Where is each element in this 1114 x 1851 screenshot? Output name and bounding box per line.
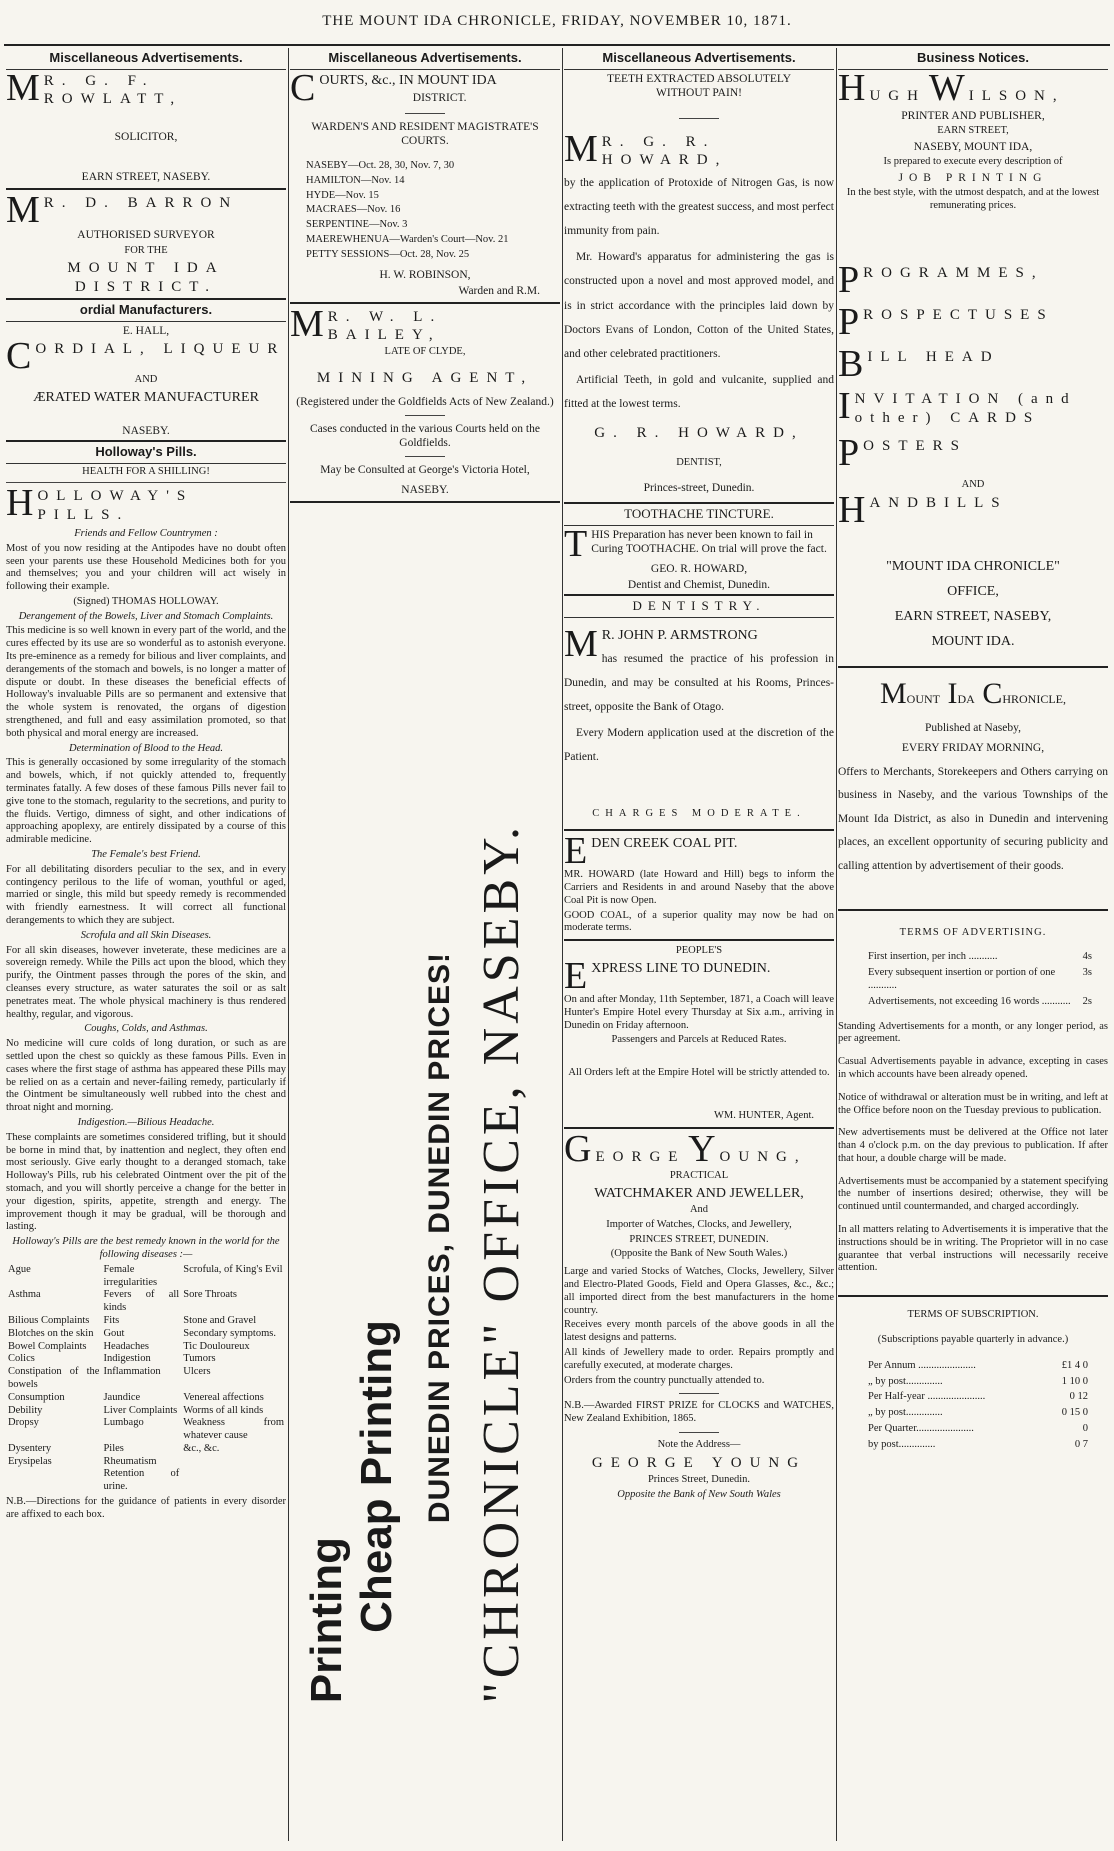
rowlatt-ad — [6, 66, 286, 185]
table-row — [6, 1353, 286, 1366]
divider — [838, 909, 1108, 911]
holloway-ad — [6, 466, 286, 1522]
ad-title: SOLICITOR, — [114, 131, 178, 144]
rate-price: 2s — [1082, 995, 1092, 1007]
table-cell: Constipation of the bowels — [8, 1366, 100, 1390]
subscription-list — [838, 1349, 1108, 1452]
list-item-text: ANDBILLS — [869, 494, 1008, 511]
rate-label: Per Half-year ...................... — [868, 1391, 986, 1403]
ad-address: EARN STREET, NASEBY. — [81, 171, 211, 184]
ad-text: Casual Advertisements payable in advance, excepting in cases in which accounts have been already opened. — [838, 1056, 1108, 1080]
drop-cap: I — [838, 390, 851, 427]
section-title: TERMS OF SUBSCRIPTION. — [907, 1309, 1039, 1321]
section-title: Scrofula and all Skin Diseases. — [80, 929, 212, 941]
list-item — [838, 264, 1108, 296]
rates-list — [838, 951, 1108, 1008]
masthead-rule — [4, 44, 1110, 46]
rate-label: „ by post.............. — [868, 1375, 943, 1387]
ad-text: In the best style, with the utmost despatch, and at the lowest remunerating prices. — [846, 186, 1100, 211]
table-cell: Asthma — [8, 1289, 41, 1301]
table-cell: Venereal affections — [183, 1391, 264, 1403]
table-row — [6, 1264, 286, 1290]
rate-row — [868, 1423, 1088, 1436]
drop-cap: P — [838, 436, 860, 469]
drop-cap: B — [838, 348, 864, 381]
divider — [838, 1295, 1108, 1297]
column-header: Business Notices. — [838, 48, 1108, 70]
ad-text: Every Modern application used at the discretion of the Patient. — [564, 726, 834, 764]
rate-label: First insertion, per inch ........... — [868, 951, 998, 963]
table-cell: Colics — [8, 1353, 35, 1365]
ad-signature: G. R. HOWARD, — [594, 425, 804, 442]
ad-line: ÆRATED WATER MANUFACTURER — [33, 389, 259, 405]
ad-subtitle: Friends and Fellow Countrymen : — [74, 527, 218, 539]
divider — [405, 113, 445, 114]
table-row — [6, 1456, 286, 1469]
chronicle-ad — [838, 676, 1108, 878]
column-rule — [836, 48, 837, 1841]
ad-text: Receives every month parcels of the above goods in all the latest designs and patterns. — [564, 1319, 834, 1344]
column-header: Miscellaneous Advertisements. — [290, 48, 560, 70]
ad-text: This medicine is so well known in every part of the world, and the cures effected by its use are so wonderful as to astonish everyone. Its pre-eminence as a remedy for bilious and liver complaints, and derangements of the stomach and bowels, is no longer a matter of dispute or doubt. In these diseases the beneficial effects of Holloway's invaluable Pills are so permanent and extensive that the whole system is renovated, the organs of digestion strengthened, and full and easy assimilation promoted, so that both physical and moral energy are increased. — [6, 625, 286, 739]
ad-text: Opposite the Bank of New South Wales — [617, 1488, 781, 1500]
drop-cap: G — [564, 1127, 592, 1170]
ad-name: ILSON, — [968, 87, 1065, 104]
ad-text: Mr. Howard's apparatus for administering the gas is constructed upon a novel and most approved model, and is in strict accordance with the principles laid down by Doctors Evans of London, Cotton of the United States, and other celebrated practitioners. — [564, 251, 834, 360]
drop-cap: C — [982, 677, 1003, 711]
ad-text: No medicine will cure colds of long duration, or such as are settled upon the chest so quickly as these famous Pills. Even in cases where the first stage of asthma has appeared these Pills may be relied on as a certain and never-failing remedy, particularly if the Ointment be simultaneously well rubbed into the chest and throat night and morning. — [6, 1038, 286, 1114]
drop-cap: H — [838, 488, 866, 531]
ad-text: N.B.—Directions for the guidance of patients in every disorder are affixed to each box. — [6, 1496, 286, 1520]
ad-title: DEN CREEK COAL PIT. — [591, 836, 738, 852]
table-cell: Retention of urine. — [103, 1468, 180, 1493]
section-title: Holloway's Pills are the best remedy known in the world for the following diseases :— — [12, 1236, 280, 1260]
howard-ad — [564, 127, 834, 500]
ad-signature: (Signed) THOMAS HOLLOWAY. — [73, 595, 219, 607]
drop-cap: E — [564, 955, 588, 998]
rate-label: „ by post.............. — [868, 1407, 943, 1419]
ad-text: Large and varied Stocks of Watches, Clocks, Jewellery, Silver and Electro-Plated Goods, Field and Opera Glasses, &c., &c.; all imported direct from the best manufacturers in the home country. — [564, 1266, 834, 1316]
ad-text: HEALTH FOR A SHILLING! — [82, 465, 210, 477]
promo-line: DUNEDIN PRICES, DUNEDIN PRICES! — [423, 952, 456, 1524]
ad-text: DENTIST, — [676, 456, 722, 468]
ad-text: In all matters relating to Advertisements it is imperative that the instructions should be in writing. The Proprietor will in no case guarantee that verbal instructions will necessarily receive attention. — [838, 1224, 1108, 1274]
list-item-text: ILL HEAD — [867, 349, 1000, 366]
schedule-item: MACRAES—Nov. 16 — [306, 204, 401, 216]
ad-title: "MOUNT IDA CHRONICLE" — [886, 558, 1060, 574]
ad-title: AUTHORISED SURVEYOR — [77, 229, 215, 242]
ad-address: MOUNT IDA. — [931, 634, 1015, 650]
masthead: THE MOUNT IDA CHRONICLE, FRIDAY, NOVEMBER 10, 1871. — [322, 13, 792, 29]
schedule-item: HYDE—Nov. 15 — [306, 189, 379, 201]
table-cell: Secondary symptoms. — [183, 1327, 276, 1339]
list-item-text: ROGRAMMES, — [863, 265, 1044, 282]
wilson-ad — [838, 66, 1108, 650]
schedule-item: PETTY SESSIONS—Oct. 28, Nov. 25 — [306, 248, 470, 260]
section-header: ordial Manufacturers. — [6, 298, 286, 322]
table-cell: Erysipelas — [8, 1455, 52, 1467]
ad-address: PRINCES STREET, DUNEDIN. — [629, 1233, 769, 1245]
ad-name: R. JOHN P. ARMSTRONG — [601, 627, 758, 643]
ad-place: NASEBY. — [122, 424, 170, 437]
ad-text: OFFICE, — [947, 583, 999, 599]
section-title: The Female's best Friend. — [91, 849, 201, 861]
ad-title: TEETH EXTRACTED ABSOLUTELY WITHOUT PAIN! — [606, 72, 792, 99]
rate-price: 0 12 — [1069, 1391, 1088, 1403]
ad-text: (Subscriptions payable quarterly in advance.) — [877, 1334, 1069, 1346]
drop-cap: T — [564, 522, 588, 565]
bailey-ad — [290, 302, 560, 498]
ad-text: For all debilitating disorders peculiar to the sex, and in every contingency perilous to the life of woman, youthful or aged, married or single, this mild but speedy remedy is recommended with friendly earnestness. It will correct all functional derangements to which they are subject. — [6, 863, 286, 927]
table-cell: &c., &c. — [183, 1442, 220, 1454]
rate-row — [868, 996, 1092, 1009]
table-cell: Bowel Complaints — [8, 1340, 87, 1352]
table-cell: Rheumatism — [103, 1455, 157, 1467]
rate-price: 0 7 — [1074, 1438, 1088, 1450]
table-cell: Fevers of all kinds — [103, 1289, 180, 1314]
table-cell: Jaundice — [103, 1391, 141, 1403]
drop-cap: P — [838, 306, 860, 339]
table-cell: Indigestion — [103, 1353, 151, 1365]
ad-title: OURTS, &c., IN MOUNT IDA — [319, 72, 497, 88]
table-row — [6, 1468, 286, 1494]
divider — [405, 415, 445, 416]
tincture-ad — [564, 522, 834, 592]
ad-text: Published at Naseby, — [924, 721, 1022, 734]
ad-subtitle: WARDEN'S AND RESIDENT MAGISTRATE'S COURTS. — [311, 120, 539, 147]
table-cell: Tic Douloureux — [183, 1340, 250, 1352]
ad-title: OLLOWAY'S PILLS. — [37, 488, 194, 523]
rate-label: by post.............. — [868, 1438, 936, 1450]
table-cell: Gout — [103, 1327, 125, 1339]
drop-cap: M — [6, 66, 40, 109]
list-item — [838, 390, 1108, 427]
rate-row — [868, 967, 1092, 993]
divider — [679, 1432, 719, 1433]
column-header: Miscellaneous Advertisements. — [6, 48, 286, 70]
rate-label: Every subsequent insertion or portion of one ........... — [868, 967, 1056, 991]
drop-cap: M — [290, 302, 324, 345]
ad-text: This is generally occasioned by some irregularity of the stomach and bowels, which, if not quickly attended to, frequently terminates fatally. A few doses of these famous Pills never fail to give tone to the stomach, regularity to the secretions, and purity to the fluids. Vertigo, dimness of sight, and other indications of approaching apoplexy, are entirely dissipated by a course of this admirable medicine. — [6, 757, 286, 846]
list-item-text: OSTERS — [863, 437, 967, 454]
column-3 — [564, 48, 834, 1841]
table-row — [6, 1315, 286, 1328]
divider — [679, 118, 719, 119]
table-cell: Consumption — [8, 1391, 65, 1403]
ad-name: DA — [957, 692, 975, 707]
divider — [564, 939, 834, 941]
ad-title: DISTRICT. — [412, 91, 467, 104]
ad-name: HRONICLE, — [1002, 692, 1067, 707]
ad-signature-title: Warden and R.M. — [458, 284, 540, 297]
section-title: Determination of Blood to the Head. — [69, 742, 223, 754]
list-item-text: ROSPECTUSES — [863, 307, 1054, 324]
ad-name: OUNT — [906, 692, 940, 707]
column-rule — [562, 48, 563, 1841]
ad-text: May be Consulted at George's Victoria Hotel, — [320, 464, 530, 477]
ad-name: OUNG, — [719, 1148, 807, 1165]
ad-signature: GEORGE YOUNG — [591, 1454, 807, 1471]
drop-cap: C — [290, 66, 316, 109]
barron-ad — [6, 189, 286, 295]
armstrong-ad — [564, 622, 834, 826]
column-2 — [290, 48, 560, 1841]
ad-text: by the application of Protoxide of Nitrogen Gas, is now extracting teeth with the greatest success, and most perfect immunity from pain. — [564, 176, 834, 238]
table-cell: Stone and Gravel — [183, 1314, 257, 1326]
ad-text: Standing Advertisements for a month, or any longer period, as per agreement. — [838, 1020, 1108, 1045]
ad-text: LATE OF CLYDE, — [384, 346, 466, 358]
ad-name: R. G. R. HOWARD, — [601, 133, 728, 168]
rate-price: 1 10 0 — [1061, 1375, 1088, 1387]
ad-text: GOOD COAL, of a superior quality may now be had on moderate terms. — [564, 909, 834, 934]
table-cell — [181, 1468, 286, 1494]
rate-row — [868, 1360, 1088, 1373]
ad-text: Passengers and Parcels at Reduced Rates. — [611, 1034, 787, 1046]
divider — [564, 829, 834, 831]
ad-name: R. G. F. ROWLATT, — [43, 72, 183, 108]
drop-cap: M — [879, 677, 907, 711]
table-cell: Fits — [103, 1314, 120, 1326]
table-cell: Blotches on the skin — [8, 1327, 94, 1339]
rate-row — [868, 1376, 1088, 1389]
divider — [679, 1393, 719, 1394]
column-rule — [288, 48, 289, 1841]
schedule-item: SERPENTINE—Nov. 3 — [306, 219, 408, 231]
terms-ad — [838, 927, 1108, 1276]
ad-text: Orders from the country punctually attended to. — [564, 1374, 765, 1386]
rate-row — [868, 1439, 1088, 1452]
ad-text: PEOPLE'S — [675, 945, 723, 957]
ad-text: For all skin diseases, however inveterate, these medicines are a sovereign remedy. While the Pills act upon the blood, which they purify, the Ointment passes through the pores of the skin, and cleanses every structure, as water saturates the soil or as salt penetrates meat. The whole physical machinery is thus rendered healthy, regular, and vigorous. — [6, 944, 286, 1020]
table-cell: Inflammation — [103, 1366, 161, 1378]
ad-signature-title: Dentist and Chemist, Dunedin. — [627, 578, 771, 591]
ad-text: N.B.—Awarded FIRST PRIZE for CLOCKS and WATCHES, New Zealand Exhibition, 1865. — [564, 1400, 834, 1425]
ad-text: CHARGES MODERATE. — [592, 808, 806, 820]
divider — [6, 482, 286, 483]
ad-name: EORGE — [595, 1148, 686, 1165]
drop-cap: H — [838, 66, 866, 109]
ad-title: PRINTER AND PUBLISHER, — [901, 110, 1045, 123]
table-row — [6, 1392, 286, 1405]
ad-signature: H. W. ROBINSON, — [379, 268, 471, 281]
ad-text: AND — [134, 373, 158, 385]
section-header: Holloway's Pills. — [6, 440, 286, 464]
drop-cap: E — [564, 830, 588, 873]
table-row — [6, 1341, 286, 1354]
ad-text: Offers to Merchants, Storekeepers and Others carrying on business in Naseby, and the various Townships of the Mount Ida District, as also in Dunedin and intervening places, an excellent opportunity of securing publicity and calling attention by advertisement of their goods. — [838, 765, 1108, 872]
section-header: DENTISTRY. — [564, 594, 834, 618]
table-row — [6, 1366, 286, 1392]
express-ad — [564, 945, 834, 1123]
ad-text: And — [689, 1204, 709, 1216]
ad-name: E. HALL, — [122, 324, 170, 337]
ad-text: These complaints are sometimes considered trifling, but it should be borne in mind that, by inattention and neglect, they often end most seriously. Give early thought to a deranged stomach, take Holloway's Pills, rub his celebrated Ointment over the pit of the stomach, and you will shortly perceive a change for the better in your digestion, spirits, appetite, strength and energy. The improvement though it may be gradual, will be thorough and lasting. — [6, 1131, 286, 1233]
column-1 — [6, 48, 286, 1841]
ad-address: Princes Street, Dunedin. — [647, 1474, 751, 1486]
divider — [405, 456, 445, 457]
table-cell: Headaches — [103, 1340, 149, 1352]
table-row — [6, 1328, 286, 1341]
ad-text: (Registered under the Goldfields Acts of New Zealand.) — [296, 396, 554, 409]
table-cell: Female irregularities — [103, 1263, 158, 1288]
drop-cap: C — [6, 334, 32, 377]
rate-row — [868, 1407, 1088, 1420]
table-cell: Lumbago — [103, 1417, 144, 1429]
list-item — [838, 437, 1108, 469]
drop-cap: M — [564, 127, 598, 170]
drop-cap: W — [928, 66, 965, 109]
drop-cap: Y — [688, 1127, 716, 1170]
court-schedule — [290, 160, 560, 262]
ad-text: All Orders left at the Empire Hotel will be strictly attended to. — [568, 1067, 830, 1079]
divider — [290, 501, 560, 503]
table-cell: Scrofula, of King's Evil — [183, 1263, 283, 1275]
table-cell: Piles — [103, 1442, 124, 1454]
young-ad — [564, 1127, 834, 1502]
rate-label: Per Quarter...................... — [868, 1423, 974, 1435]
ad-line: ORDIAL, LIQUEUR — [35, 340, 286, 357]
ad-text: EVERY FRIDAY MORNING, — [901, 741, 1045, 754]
ad-text: Most of you now residing at the Antipodes have no doubt often seen your parents use these Household Medicines both for you and themselves; you and your children will act wisely in following their example. — [6, 542, 286, 593]
rate-price: 0 — [1082, 1423, 1088, 1435]
ad-text: Artificial Teeth, in gold and vulcanite, supplied and fitted at the lowest terms. — [564, 374, 834, 411]
ad-text: All kinds of Jewellery made to order. Repairs promptly and carefully executed, at moderate charges. — [564, 1346, 834, 1371]
ad-text: FOR THE — [124, 244, 168, 256]
table-cell: Tumors — [183, 1353, 216, 1365]
rate-label: Advertisements, not exceeding 16 words ........... — [868, 995, 1071, 1007]
divider — [6, 188, 286, 190]
hall-ad — [6, 324, 286, 438]
ad-title: WATCHMAKER AND JEWELLER, — [594, 1185, 804, 1201]
ad-text: HIS Preparation has never been known to fail in Curing TOOTHACHE. On trial will prove the fact. — [591, 528, 827, 555]
table-cell: Debility — [8, 1404, 43, 1416]
ad-text: Note the Address— — [657, 1438, 741, 1450]
schedule-item: NASEBY—Oct. 28, 30, Nov. 7, 30 — [306, 159, 455, 171]
rate-price: 3s — [1082, 967, 1092, 979]
ad-address: NASEBY, MOUNT IDA, — [913, 140, 1033, 153]
table-cell: Worms of all kinds — [183, 1404, 264, 1416]
ad-text: Is prepared to execute every description of — [883, 155, 1063, 167]
drop-cap: M — [564, 622, 598, 665]
schedule-item: MAEREWHENUA—Warden's Court—Nov. 21 — [306, 233, 509, 245]
schedule-item: HAMILTON—Nov. 14 — [306, 174, 405, 186]
ad-text: AND — [961, 478, 985, 490]
table-cell: Dropsy — [8, 1417, 39, 1429]
table-cell — [6, 1468, 101, 1494]
drop-cap: I — [947, 677, 958, 711]
ad-text: Notice of withdrawal or alteration must be in writing, and left at the Office before noon on the Tuesday previous to publication. — [838, 1091, 1108, 1116]
rate-price: £1 4 0 — [1061, 1359, 1088, 1371]
subscription-ad — [838, 1309, 1108, 1451]
ad-text: has resumed the practice of his profession in Dunedin, and may be consulted at his Rooms, Princes-street, opposite the Bank of Otago. — [564, 652, 834, 713]
column-header: Miscellaneous Advertisements. — [564, 48, 834, 70]
ad-address: Princes-street, Dunedin. — [643, 481, 755, 494]
courts-ad — [290, 66, 560, 298]
print-list — [838, 264, 1108, 469]
ad-text: On and after Monday, 11th September, 1871, a Coach will leave Hunter's Empire Hotel every Thursday at Six a.m., arriving in Dunedin on Friday afternoon. — [564, 994, 834, 1031]
ad-name: R. D. BARRON — [43, 195, 239, 212]
ad-name: UGH — [869, 87, 926, 104]
table-cell: Bilious Complaints — [8, 1314, 90, 1326]
ad-district: MOUNT IDA DISTRICT. — [67, 260, 225, 295]
table-cell: Liver Complaints — [103, 1404, 178, 1416]
table-row — [6, 1289, 286, 1315]
ad-text: PRACTICAL — [669, 1170, 729, 1182]
section-header: TOOTHACHE TINCTURE. — [564, 502, 834, 526]
ad-address: EARN STREET, — [937, 125, 1009, 137]
diseases-table — [6, 1264, 286, 1494]
table-cell: Ague — [8, 1263, 31, 1275]
list-item — [838, 348, 1108, 380]
promo-line: Cheap Printing — [352, 1320, 401, 1634]
ad-name: R. W. L. BAILEY, — [327, 308, 443, 343]
ad-text: Cases conducted in the various Courts held on the Goldfields. — [310, 423, 540, 450]
section-title: Coughs, Colds, and Asthmas. — [84, 1023, 208, 1035]
table-row — [6, 1405, 286, 1418]
table-cell: Sore Throats — [183, 1289, 237, 1301]
ad-title: XPRESS LINE TO DUNEDIN. — [591, 961, 771, 977]
ad-text: Importer of Watches, Clocks, and Jewellery, — [606, 1218, 792, 1230]
drop-cap: H — [6, 482, 34, 525]
list-item — [838, 306, 1108, 338]
divider — [290, 302, 560, 304]
ad-text: Advertisements must be accompanied by a statement specifying the number of insertions desired; otherwise, they will be continued until countermanded, and charged accordingly. — [838, 1175, 1108, 1213]
table-row — [6, 1417, 286, 1443]
ad-signature: GEO. R. HOWARD, — [650, 562, 748, 575]
ad-text: JOB PRINTING — [898, 171, 1048, 184]
drop-cap: P — [838, 264, 860, 297]
promo-line: Printing — [302, 1537, 351, 1704]
column-4 — [838, 48, 1108, 1841]
section-title: Derangement of the Bowels, Liver and Stomach Complaints. — [18, 610, 274, 622]
section-title: TERMS OF ADVERTISING. — [899, 926, 1047, 938]
table-cell: Dysentery — [8, 1442, 52, 1454]
table-cell — [181, 1456, 286, 1469]
rate-price: 0 15 0 — [1061, 1407, 1088, 1419]
ad-text: MR. HOWARD (late Howard and Hill) begs to inform the Carriers and Residents in and around Naseby that the above Coal Pit is now Open. — [564, 869, 834, 906]
ad-place: NASEBY. — [401, 484, 449, 497]
ad-text: New advertisements must be delivered at the Office not later than 4 o'clock p.m. on the day previous to publication. If after that hour, a double charge will be made. — [838, 1127, 1108, 1164]
table-row — [6, 1443, 286, 1456]
table-cell: Ulcers — [183, 1366, 211, 1378]
rate-label: Per Annum ...................... — [868, 1359, 976, 1371]
ad-text: (Opposite the Bank of New South Wales.) — [610, 1248, 788, 1260]
table-cell: Weakness from whatever cause — [183, 1417, 284, 1442]
rate-row — [868, 951, 1092, 964]
promo-line: "CHRONICLE" OFFICE, NASEBY. — [473, 822, 530, 1704]
drop-cap: M — [6, 189, 40, 232]
printing-promo — [290, 513, 560, 1743]
rate-row — [868, 1391, 1088, 1404]
ad-signature: WM. HUNTER, Agent. — [713, 1110, 814, 1122]
divider — [838, 666, 1108, 668]
list-item-text: NVITATION (and other) CARDS — [854, 391, 1077, 426]
eden-ad — [564, 830, 834, 935]
ad-role: MINING AGENT, — [316, 369, 534, 386]
rate-price: 4s — [1082, 951, 1092, 963]
section-title: Indigestion.—Bilious Headache. — [77, 1116, 215, 1128]
ad-address: EARN STREET, NASEBY, — [894, 608, 1052, 624]
